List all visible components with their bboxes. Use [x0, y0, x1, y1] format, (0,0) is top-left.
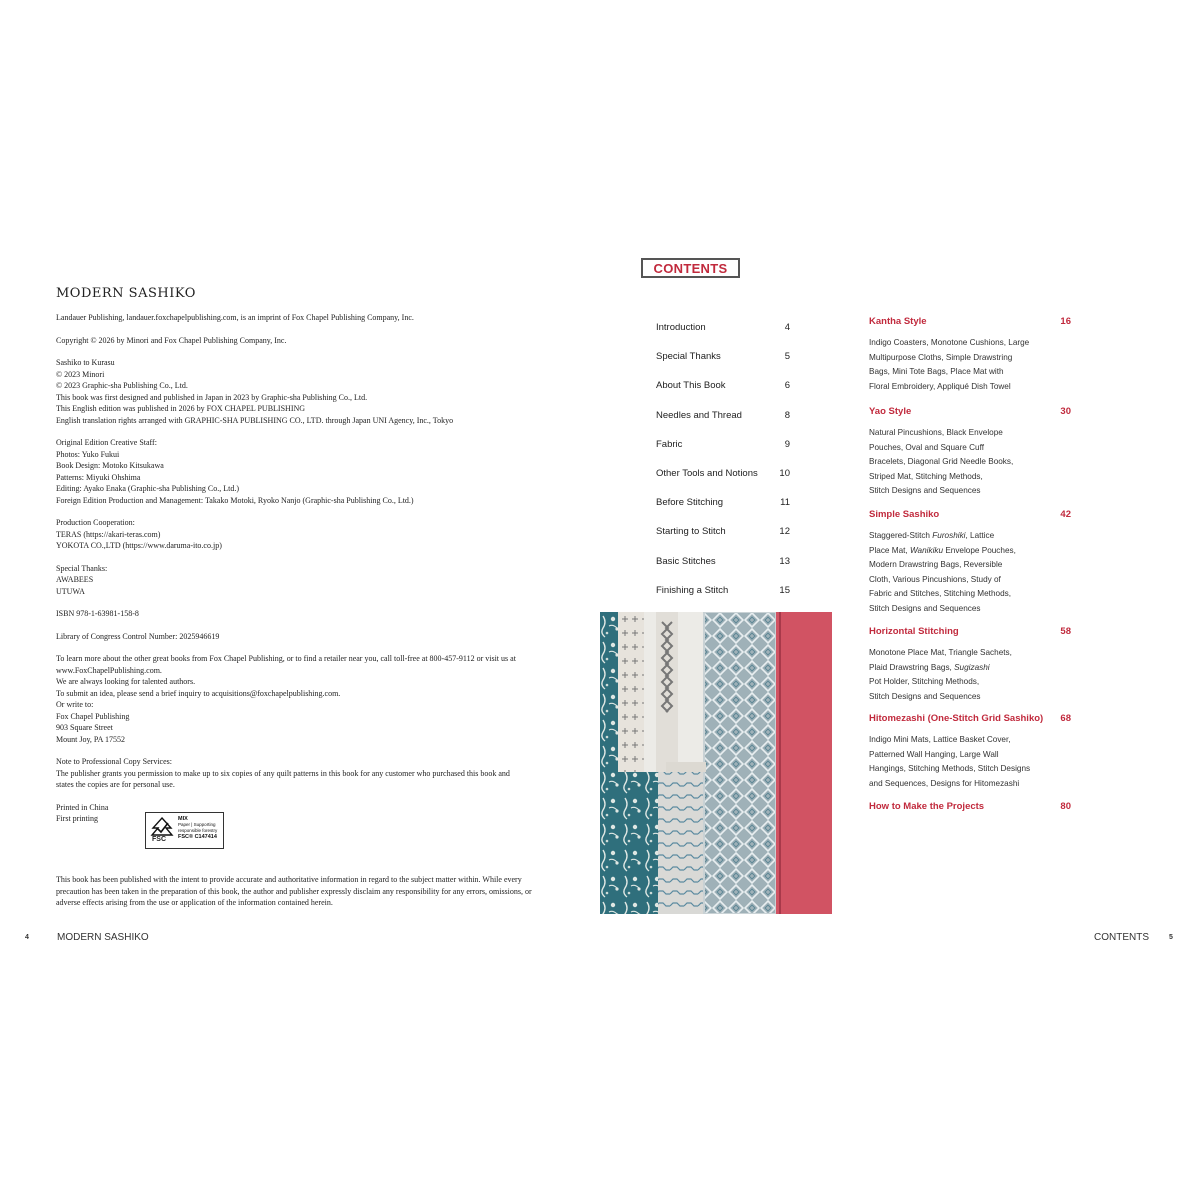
- section-page: 68: [1060, 713, 1071, 724]
- italic-term: Wanikiku: [909, 545, 944, 555]
- toc-entry-title: Other Tools and Notions: [656, 468, 758, 479]
- section-title: Yao Style: [869, 406, 912, 417]
- toc-entry[interactable]: [656, 468, 790, 479]
- contents-label: CONTENTS: [653, 260, 728, 276]
- text-line: To submit an idea, please send a brief inquiry to acquisitions@foxchapelpublishing.com.: [56, 688, 341, 698]
- text-line: UTUWA: [56, 586, 85, 596]
- text-line: 903 Square Street: [56, 723, 113, 732]
- fsc-text: [178, 816, 217, 840]
- fabric-illustration: [600, 612, 832, 914]
- production-block: [56, 517, 556, 552]
- creative-staff-block: [56, 437, 556, 506]
- text-line: First printing: [56, 814, 99, 823]
- toc-entry[interactable]: [656, 410, 790, 421]
- text-line: To learn more about the other great books from Fox Chapel Publishing, or to find a retailer near you, call toll-free at 800-457-9112 or visit us at: [56, 654, 516, 663]
- toc-entry-title: Special Thanks: [656, 351, 721, 362]
- text-line: Original Edition Creative Staff:: [56, 438, 157, 447]
- text-line: Or write to:: [56, 700, 94, 709]
- text-line: Mount Joy, PA 17552: [56, 734, 125, 744]
- toc-section-hitomezashi[interactable]: [869, 713, 1074, 791]
- text-line: Monotone Place Mat, Triangle Sachets,: [869, 648, 1012, 657]
- section-description: [869, 426, 1074, 499]
- text-line: Note to Professional Copy Services:: [56, 757, 172, 766]
- text-line: Hangings, Stitching Methods, Stitch Designs: [869, 764, 1031, 774]
- contents-heading: [641, 258, 740, 278]
- text-line: and Sequences, Designs for Hitomezashi: [869, 778, 1020, 788]
- lccn-line: Library of Congress Control Number: 2025946619: [56, 631, 220, 641]
- toc-entry-page: 12: [779, 526, 790, 537]
- toc-entry-page: 5: [784, 351, 790, 362]
- fsc-logo: [145, 812, 224, 849]
- text-line: Indigo Coasters, Monotone Cushions, Large: [869, 338, 1030, 347]
- text-line: states the copies are for personal use.: [56, 780, 175, 789]
- text-line: Printed in China: [56, 802, 109, 812]
- toc-entry-page: 15: [779, 585, 790, 596]
- section-description: [869, 336, 1074, 394]
- italic-term: Furoshiki: [932, 531, 966, 540]
- toc-section-projects[interactable]: [869, 801, 1074, 812]
- copyright-line: Copyright © 2026 by Minori and Fox Chapel Publishing Company, Inc.: [56, 335, 287, 345]
- toc-entry-page: 6: [784, 380, 790, 391]
- toc-entry[interactable]: [656, 556, 790, 567]
- copy-services-block: [56, 756, 556, 791]
- toc-entry[interactable]: [656, 439, 790, 450]
- toc-entry[interactable]: [656, 497, 790, 508]
- special-thanks-block: [56, 563, 556, 598]
- contact-block: [56, 653, 556, 745]
- text-line: TERAS (https://akari-teras.com): [56, 529, 161, 539]
- section-title: Kantha Style: [869, 316, 927, 327]
- italic-term: Sugizashi: [954, 662, 990, 672]
- toc-section-kantha[interactable]: [869, 316, 1074, 394]
- text-line: Fox Chapel Publishing: [56, 711, 130, 721]
- original-edition-block: [56, 357, 556, 426]
- toc-entry[interactable]: [656, 380, 790, 391]
- text-line: Stitch Designs and Sequences: [869, 691, 981, 701]
- section-page: 80: [1060, 801, 1071, 812]
- text-line: www.FoxChapelPublishing.com.: [56, 665, 162, 675]
- toc-entry-page: 13: [779, 556, 790, 567]
- text-line: Patterns: Miyuki Ohshima: [56, 472, 141, 482]
- section-title: Hitomezashi (One-Stitch Grid Sashiko): [869, 713, 1044, 724]
- section-page: 16: [1060, 316, 1071, 327]
- page-number-left: 4: [25, 934, 29, 941]
- toc-entry-title: About This Book: [656, 380, 726, 391]
- imprint-line: Landauer Publishing, landauer.foxchapelpublishing.com, is an imprint of Fox Chapel Publishing Company, Inc.: [56, 313, 414, 322]
- text-line: Staggered-Stitch Furoshiki, Lattice: [869, 531, 995, 540]
- text-line: Cloth, Various Pincushions, Study of: [869, 574, 1001, 584]
- text-line: YOKOTA CO.,LTD (https://www.daruma-ito.co.jp): [56, 541, 222, 550]
- toc-entry-page: 10: [779, 468, 790, 479]
- text-line: Natural Pincushions, Black Envelope: [869, 428, 1003, 437]
- section-title: How to Make the Projects: [869, 801, 985, 812]
- section-description: [869, 733, 1074, 791]
- toc-entry-page: 11: [780, 497, 790, 508]
- text-line: Indigo Mini Mats, Lattice Basket Cover,: [869, 735, 1011, 744]
- running-head-left: MODERN SASHIKO: [57, 932, 149, 943]
- toc-entry-title: Finishing a Stitch: [656, 585, 729, 596]
- text-line: This English edition was published in 2026 by FOX CHAPEL PUBLISHING: [56, 404, 306, 413]
- text-line: Foreign Edition Production and Management: Takako Motoki, Ryoko Nanjo (Graphic-sha Publishing Co., Ltd.): [56, 495, 414, 505]
- text-line: Multipurpose Cloths, Simple Drawstring: [869, 352, 1013, 362]
- toc-entry-page: 4: [784, 322, 790, 333]
- text-line: Modern Drawstring Bags, Reversible: [869, 560, 1003, 570]
- text-line: Stitch Designs and Sequences: [869, 603, 981, 613]
- text-line: Special Thanks:: [56, 563, 108, 573]
- toc-section-simple[interactable]: [869, 509, 1074, 617]
- toc-entry-title: Introduction: [656, 322, 706, 333]
- fsc-mark: FSC: [152, 836, 166, 843]
- text-line: Sashiko to Kurasu: [56, 358, 115, 367]
- text-line: © 2023 Minori: [56, 369, 105, 379]
- isbn-line: ISBN 978-1-63981-158-8: [56, 609, 139, 618]
- text-line: Pot Holder, Stitching Methods,: [869, 677, 980, 687]
- toc-entry-title: Before Stitching: [656, 497, 724, 508]
- fsc-line: responsible forestry: [178, 828, 218, 833]
- text-line: Book Design: Motoko Kitsukawa: [56, 461, 164, 470]
- section-page: 30: [1060, 406, 1071, 417]
- text-line: Fabric and Stitches, Stitching Methods,: [869, 589, 1011, 599]
- section-description: [869, 646, 1074, 704]
- toc-entry[interactable]: [656, 526, 790, 537]
- print-block: [56, 802, 556, 825]
- toc-entry-title: Fabric: [656, 439, 683, 450]
- text-line: Photos: Yuko Fukui: [56, 449, 120, 459]
- toc-entry[interactable]: [656, 585, 790, 596]
- toc-entry-title: Basic Stitches: [656, 556, 716, 567]
- toc-entry[interactable]: [656, 351, 790, 362]
- text-line: Editing: Ayako Enaka (Graphic-sha Publishing Co., Ltd.): [56, 484, 240, 493]
- toc-section-yao[interactable]: [869, 406, 1074, 499]
- fsc-line: Paper | Supporting: [178, 822, 216, 827]
- text-line: Floral Embroidery, Appliqué Dish Towel: [869, 381, 1011, 391]
- page-number-right: 5: [1169, 934, 1173, 941]
- text-line: Plaid Drawstring Bags, Sugizashi: [869, 662, 990, 672]
- fsc-mix: MIX: [178, 816, 188, 822]
- toc-entry[interactable]: [656, 322, 790, 333]
- text-line: Pouches, Oval and Square Cuff: [869, 442, 985, 452]
- disclaimer: This book has been published with the intent to provide accurate and authoritative information in regard to the subject matter within. While every precaution has been taken in the preparation of this book, the author and publisher expressly disclaim any responsibility for any errors, omissions, or adverse effects arising from the use or application of the information contained herein.: [56, 875, 532, 907]
- text-line: Patterned Wall Hanging, Large Wall: [869, 749, 999, 759]
- text-line: This book was first designed and published in Japan in 2023 by Graphic-sha Publishing Co., Ltd.: [56, 392, 368, 402]
- text-line: AWABEES: [56, 575, 94, 584]
- text-line: Bags, Mini Tote Bags, Place Mat with: [869, 367, 1004, 377]
- section-description: [869, 529, 1074, 617]
- text-line: Stitch Designs and Sequences: [869, 486, 981, 496]
- toc-entry-title: Starting to Stitch: [656, 526, 726, 537]
- toc-entry-page: 8: [784, 410, 790, 421]
- text-line: Bracelets, Diagonal Grid Needle Books,: [869, 457, 1014, 467]
- toc-section-horizontal[interactable]: [869, 626, 1074, 704]
- toc-entry-page: 9: [784, 439, 790, 450]
- toc-entry-title: Needles and Thread: [656, 410, 742, 421]
- book-title: MODERN SASHIKO: [56, 286, 196, 301]
- section-title: Simple Sashiko: [869, 509, 940, 520]
- section-title: Horizontal Stitching: [869, 626, 959, 637]
- text-line: The publisher grants you permission to make up to six copies of any quilt patterns in this book for any customer who purchased this book and: [56, 768, 510, 778]
- text-line: Striped Mat, Stitching Methods,: [869, 471, 983, 481]
- text-line: © 2023 Graphic-sha Publishing Co., Ltd.: [56, 381, 188, 390]
- section-page: 42: [1060, 509, 1071, 520]
- section-page: 58: [1060, 626, 1071, 637]
- sashiko-fabric-photo: [600, 612, 832, 914]
- fsc-code: FSC® C147414: [178, 834, 217, 840]
- running-head-right: CONTENTS: [1094, 932, 1149, 943]
- text-line: We are always looking for talented authors.: [56, 677, 196, 686]
- text-line: Production Cooperation:: [56, 518, 135, 527]
- copyright-page: [56, 286, 556, 836]
- text-line: Place Mat, Wanikiku Envelope Pouches,: [869, 545, 1016, 555]
- text-line: English translation rights arranged with GRAPHIC-SHA PUBLISHING CO., LTD. through Japan UNI Agency, Inc., Tokyo: [56, 415, 454, 425]
